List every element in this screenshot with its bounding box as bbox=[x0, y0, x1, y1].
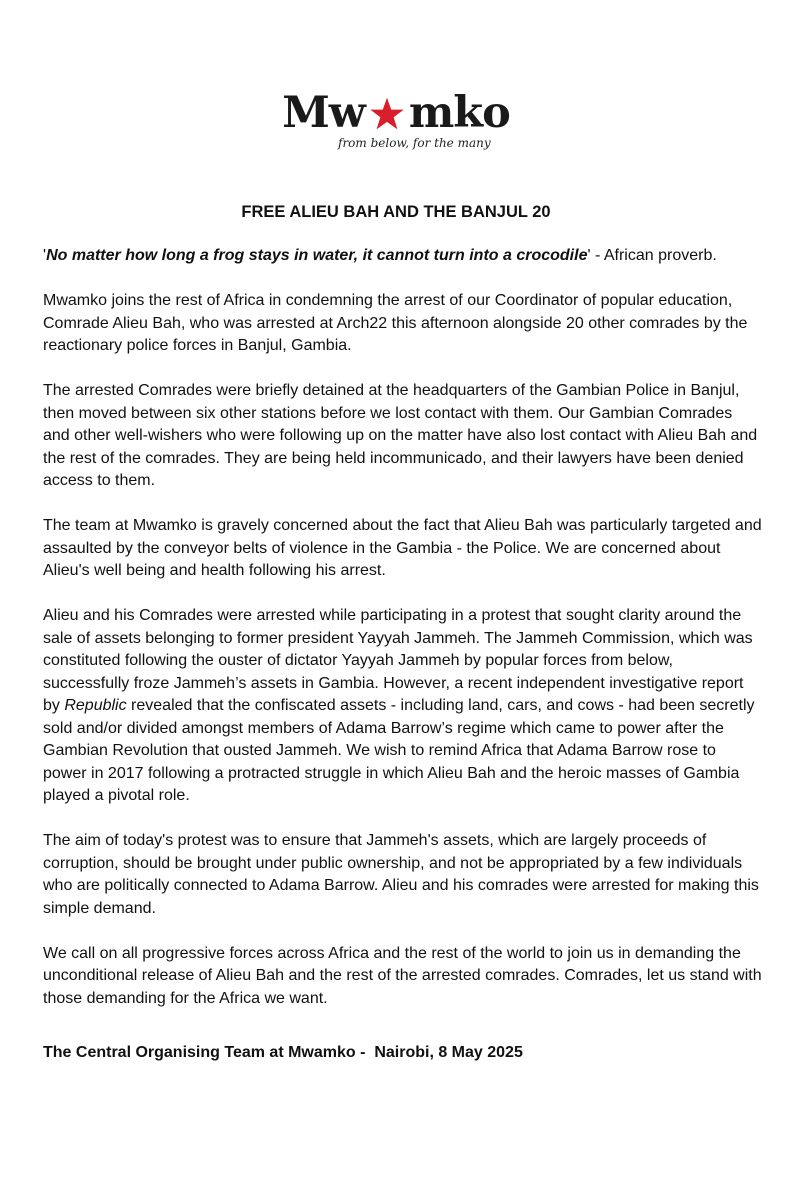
proverb-open-quote: ' bbox=[43, 247, 47, 264]
paragraph-assets-italic: Republic bbox=[64, 697, 127, 714]
proverb-line bbox=[43, 245, 763, 268]
logo-tagline: from below, for the many bbox=[338, 136, 491, 150]
signature bbox=[43, 1044, 523, 1062]
page-title: FREE ALIEU BAH AND THE BANJUL 20 bbox=[241, 203, 551, 221]
proverb-attribution: ' - African proverb. bbox=[587, 247, 717, 264]
paragraph-call-to-action: We call on all progressive forces across Africa and the rest of the world to join us in demanding the unconditional release of Alieu Bah and the rest of the arrested comrades. Comrades, let us stand with those demanding for the Africa we want. bbox=[43, 944, 762, 1007]
paragraph-detention: The arrested Comrades were briefly detained at the headquarters of the Gambian Police in Banjul, then moved between six other stations before we lost contact with them. Our Gambian Comrades and other well-wishers who were following up on the matter have also lost contact with Alieu Bah and the rest of the comrades. They are being held incommunicado, and their lawyers have been denied access to them. bbox=[43, 382, 758, 489]
logo-text-right: mko bbox=[408, 88, 510, 138]
signature-team: The Central Organising Team at Mwamko - bbox=[43, 1044, 366, 1061]
red-star-icon bbox=[369, 96, 405, 132]
logo-wordmark bbox=[282, 88, 510, 138]
paragraph-assets-after: revealed that the confiscated assets - including land, cars, and cows - had been secretly sold and/or divided amongst members of Adama Barrow’s regime which came to power after the Gambian Revolution that ousted Jammeh. We wish to remind Africa that Adama Barrow rose to power in 2017 following a protracted struggle in which Alieu Bah and the heroic masses of Gambia played a pivotal role. bbox=[43, 697, 755, 804]
paragraph-arrest: Mwamko joins the rest of Africa in condemning the arrest of our Coordinator of popular education, Comrade Alieu Bah, who was arrested at Arch22 this afternoon alongside 20 other comrades by the reactionary police forces in Banjul, Gambia. bbox=[43, 292, 748, 354]
signature-place-date: Nairobi, 8 May 2025 bbox=[374, 1044, 523, 1061]
paragraph-concern: The team at Mwamko is gravely concerned about the fact that Alieu Bah was particularly targeted and assaulted by the conveyor belts of violence in the Gambia - the Police. We are concerned about Alieu's well being and health following his arrest. bbox=[43, 517, 762, 579]
paragraph-assets bbox=[43, 605, 763, 808]
logo bbox=[0, 88, 792, 138]
paragraph-assets-before: Alieu and his Comrades were arrested while participating in a protest that sought clarity around the sale of assets belonging to former president Yayyah Jammeh. The Jammeh Commission, which was constituted following the ouster of dictator Yayyah Jammeh by popular forces from below, successfully froze Jammeh’s assets in Gambia. However, a recent independent investigative report by bbox=[43, 607, 753, 714]
paragraph-protest-aim: The aim of today's protest was to ensure that Jammeh's assets, which are largely proceeds of corruption, should be brought under public ownership, and not be appropriated by a few individuals who are politically connected to Adama Barrow. Alieu and his comrades were arrested for making this simple demand. bbox=[43, 832, 759, 917]
statement-body bbox=[43, 245, 763, 1033]
proverb-quote: No matter how long a frog stays in water, it cannot turn into a crocodile bbox=[46, 247, 588, 264]
logo-text-left: Mw bbox=[282, 88, 365, 138]
